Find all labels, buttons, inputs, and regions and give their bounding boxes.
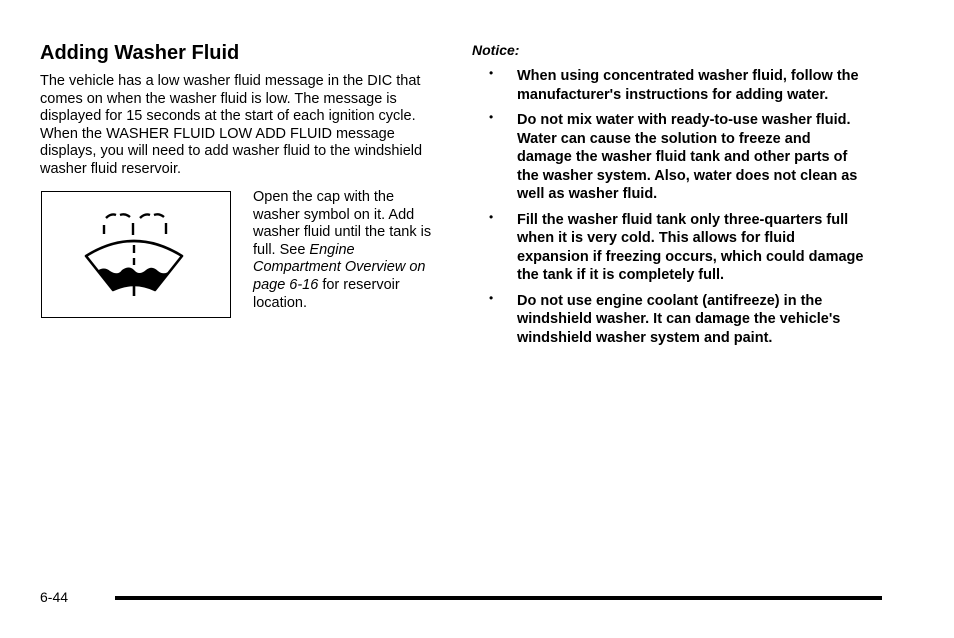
figure-caption: [253, 189, 443, 312]
washer-fluid-symbol-icon: [42, 192, 232, 319]
list-item: [489, 111, 869, 204]
footer-rule: [115, 596, 882, 600]
caption-text-before: Open the cap with the washer symbol on it. Add washer fluid until the tank is full. See: [253, 189, 432, 258]
section-title: Adding Washer Fluid: [40, 42, 240, 64]
bullet-icon: •: [489, 66, 494, 80]
bullet-icon: •: [489, 110, 494, 124]
notice-list: [489, 67, 869, 354]
caption-text-after: for reservoir location.: [253, 276, 400, 311]
bullet-icon: •: [489, 209, 494, 224]
page-number: 6-44: [40, 589, 69, 605]
notice-label: Notice:: [472, 42, 520, 58]
washer-symbol-figure: [41, 191, 231, 318]
list-item: [489, 292, 869, 348]
notice-item-text: Do not use engine coolant (antifreeze) in the windshield washer. It can damage the vehicle's windshield washer system and paint.: [517, 292, 841, 346]
engine-compartment-reference-link[interactable]: Engine Compartment Overview on page 6-16: [253, 241, 426, 293]
intro-paragraph: The vehicle has a low washer fluid message in the DIC that comes on when the washer fluid is low. The message is displayed for 15 seconds at the start of each ignition cycle. When the WASHER FLUID LOW ADD FLUID message displays, you will need to add washer fluid to the windshield washer fluid reservoir.: [40, 73, 423, 177]
list-item: [489, 211, 869, 285]
notice-item-text: When using concentrated washer fluid, follow the manufacturer's instructions for adding water.: [517, 68, 859, 103]
list-item: [489, 67, 869, 104]
notice-item-text: Fill the washer fluid tank only three-quarters full when it is very cold. This allows for fluid expansion if freezing occurs, which could damage the tank if it is completely full.: [517, 211, 864, 283]
notice-item-text: Do not mix water with ready-to-use washer fluid. Water can cause the solution to freeze and damage the washer fluid tank and other parts of the washer system. Also, water does not clean as well as washer fluid.: [517, 112, 858, 202]
bullet-icon: •: [489, 290, 494, 305]
